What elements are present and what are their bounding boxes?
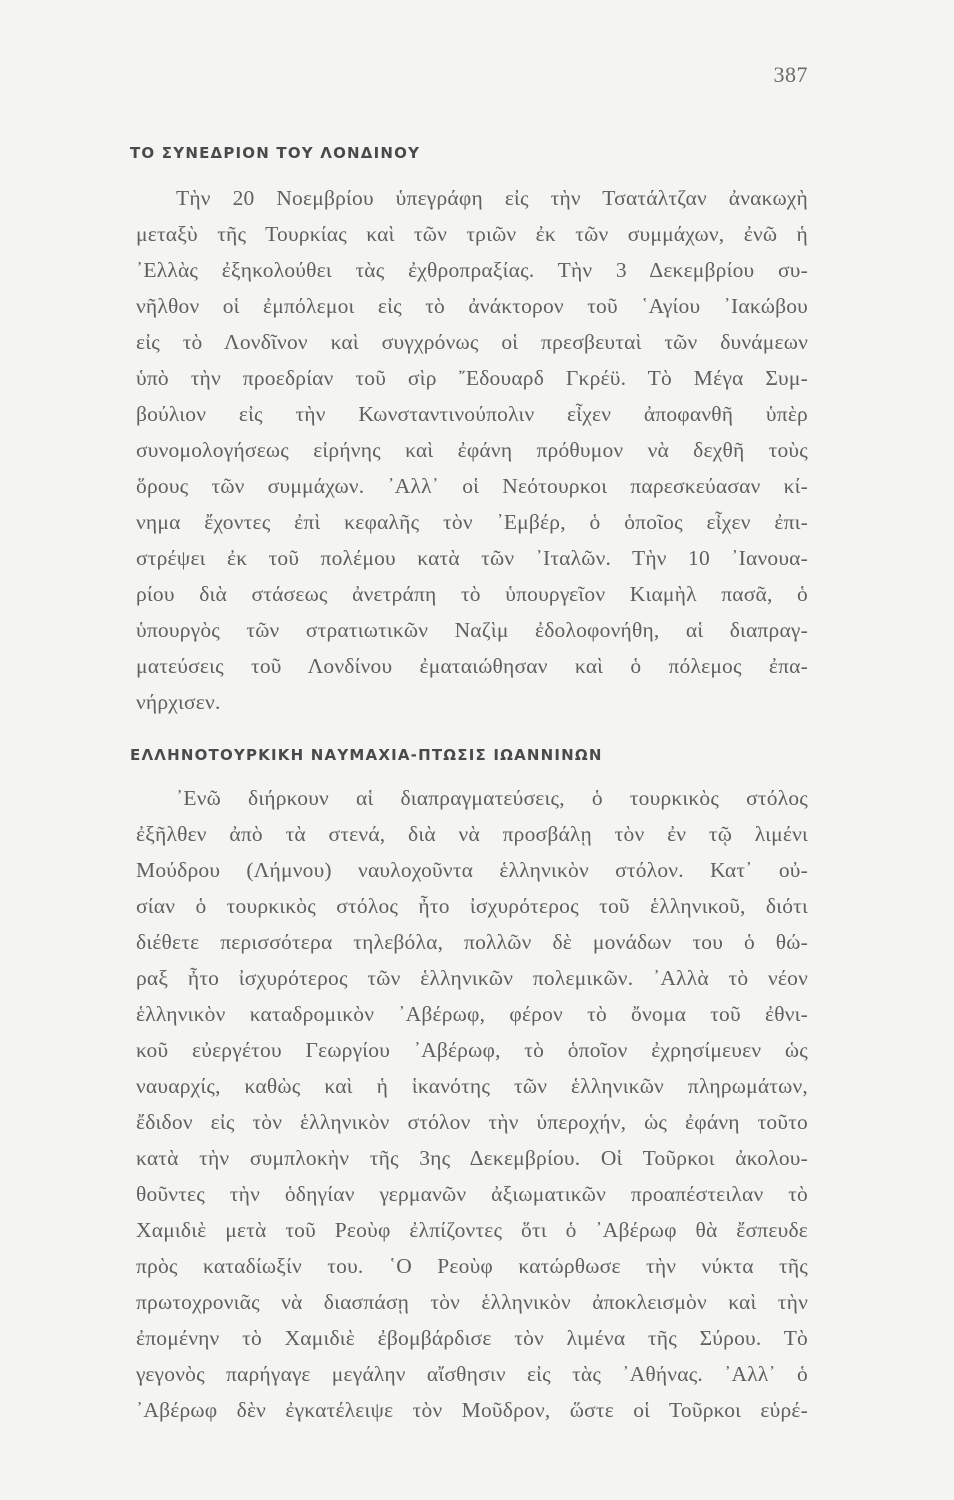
paragraph-line: ματεύσεις τοῦ Λονδίνου ἐματαιώθησαν καὶ ὁ πόλεμος ἐπα- [136,654,808,678]
paragraph-line: πρωτοχρονιᾶς νὰ διασπάσῃ τὸν ἑλληνικὸν ἀποκλεισμὸν καὶ τὴν [136,1290,808,1314]
paragraph-line: ρίου διὰ στάσεως ἀνετράπη τὸ ὑπουργεῖον Κιαμὴλ πασᾶ, ὁ [136,582,808,606]
paragraph-line: στρέψει ἐκ τοῦ πολέμου κατὰ τῶν ᾿Ιταλῶν. Τὴν 10 ᾿Ιανουα- [136,546,808,570]
paragraph-line: κατὰ τὴν συμπλοκὴν τῆς 3ης Δεκεμβρίου. Οἱ Τοῦρκοι ἀκολου- [136,1146,808,1170]
paragraph-line: ᾿Ελλὰς ἐξηκολούθει τὰς ἐχθροπραξίας. Τὴν 3 Δεκεμβρίου συ- [136,258,808,282]
paragraph-line: πρὸς καταδίωξίν του. ῾Ο Ρεοὺφ κατώρθωσε τὴν νύκτα τῆς [136,1254,808,1278]
paragraph-line: ἔδιδον εἰς τὸν ἑλληνικὸν στόλον τὴν ὑπεροχήν, ὡς ἐφάνη τοῦτο [136,1110,808,1134]
paragraph-line: μεταξὺ τῆς Τουρκίας καὶ τῶν τριῶν ἐκ τῶν συμμάχων, ἐνῶ ἡ [136,222,808,246]
paragraph-line: ναυαρχίς, καθὼς καὶ ἡ ἱκανότης τῶν ἑλληνικῶν πληρωμάτων, [136,1074,808,1098]
paragraph-line: βούλιον εἰς τὴν Κωνσταντινούπολιν εἶχεν ἀποφανθῆ ὑπὲρ [136,402,808,426]
paragraph-line: Χαμιδιὲ μετὰ τοῦ Ρεοὺφ ἐλπίζοντες ὅτι ὁ ᾿Αβέρωφ θὰ ἔσπευδε [136,1218,808,1242]
paragraph-line: Τὴν 20 Νοεμβρίου ὑπεγράφη εἰς τὴν Τσατάλτζαν ἀνακωχὴ [176,186,808,210]
paragraph-line: συνομολογήσεως εἰρήνης καὶ ἐφάνη πρόθυμον νὰ δεχθῆ τοὺς [136,438,808,462]
paragraph-line: γεγονὸς παρήγαγε μεγάλην αἴσθησιν εἰς τὰς ᾿Αθήνας. ᾿Αλλ᾿ ὁ [136,1362,808,1386]
section-heading-london-conference: ΤΟ ΣΥΝΕΔΡΙΟΝ ΤΟΥ ΛΟΝΔΙΝΟΥ [130,144,421,162]
paragraph-line: νῆλθον οἱ ἐμπόλεμοι εἰς τὸ ἀνάκτορον τοῦ ῾Αγίου ᾿Ιακώβου [136,294,808,318]
paragraph-line: ὑπὸ τὴν προεδρίαν τοῦ σὶρ ῎Εδουαρδ Γκρέϋ. Τὸ Μέγα Συμ- [136,366,808,390]
paragraph-line: ἐπομένην τὸ Χαμιδιὲ ἐβομβάρδισε τὸν λιμένα τῆς Σύρου. Τὸ [136,1326,808,1350]
paragraph-line: ὑπουργὸς τῶν στρατιωτικῶν Ναζὶμ ἐδολοφονήθη, αἱ διαπραγ- [136,618,808,642]
paragraph-line: νήρχισεν. [136,690,221,714]
paragraph-line: ᾿Αβέρωφ δὲν ἐγκατέλειψε τὸν Μοῦδρον, ὥστε οἱ Τοῦρκοι εὑρέ- [136,1398,808,1422]
paragraph-line: ραξ ἦτο ἰσχυρότερος τῶν ἑλληνικῶν πολεμικῶν. ᾿Αλλὰ τὸ νέον [136,966,808,990]
paragraph-line: διέθετε περισσότερα τηλεβόλα, πολλῶν δὲ μονάδων του ὁ θώ- [136,930,808,954]
paragraph-line: νημα ἔχοντες ἐπὶ κεφαλῆς τὸν ᾿Εμβέρ, ὁ ὁποῖος εἶχεν ἐπι- [136,510,808,534]
paragraph-line: Μούδρου (Λήμνου) ναυλοχοῦντα ἑλληνικὸν στόλον. Κατ᾿ οὐ- [136,858,808,882]
section-heading-naval-battle: ΕΛΛΗΝΟΤΟΥΡΚΙΚΗ ΝΑΥΜΑΧΙΑ-ΠΤΩΣΙΣ ΙΩΑΝΝΙΝΩΝ [130,746,603,764]
paragraph-line: κοῦ εὐεργέτου Γεωργίου ᾿Αβέρωφ, τὸ ὁποῖον ἐχρησίμευεν ὡς [136,1038,808,1062]
paragraph-line: ἑλληνικὸν καταδρομικὸν ᾿Αβέρωφ, φέρον τὸ ὄνομα τοῦ ἐθνι- [136,1002,808,1026]
paragraph-line: ὅρους τῶν συμμάχων. ᾿Αλλ᾿ οἱ Νεότουρκοι παρεσκεύασαν κί- [136,474,808,498]
paragraph-line: ἐξῆλθεν ἀπὸ τὰ στενά, διὰ νὰ προσβάλῃ τὸν ἐν τῷ λιμένι [136,822,808,846]
paragraph-line: εἰς τὸ Λονδῖνον καὶ συγχρόνως οἱ πρεσβευταὶ τῶν δυνάμεων [136,330,808,354]
paragraph-line: θοῦντες τὴν ὁδηγίαν γερμανῶν ἀξιωματικῶν προαπέστειλαν τὸ [136,1182,808,1206]
paragraph-line: ᾿Ενῶ διήρκουν αἱ διαπραγματεύσεις, ὁ τουρκικὸς στόλος [176,786,808,810]
paragraph-line: σίαν ὁ τουρκικὸς στόλος ἦτο ἰσχυρότερος τοῦ ἑλληνικοῦ, διότι [136,894,808,918]
page-number: 387 [773,62,808,87]
